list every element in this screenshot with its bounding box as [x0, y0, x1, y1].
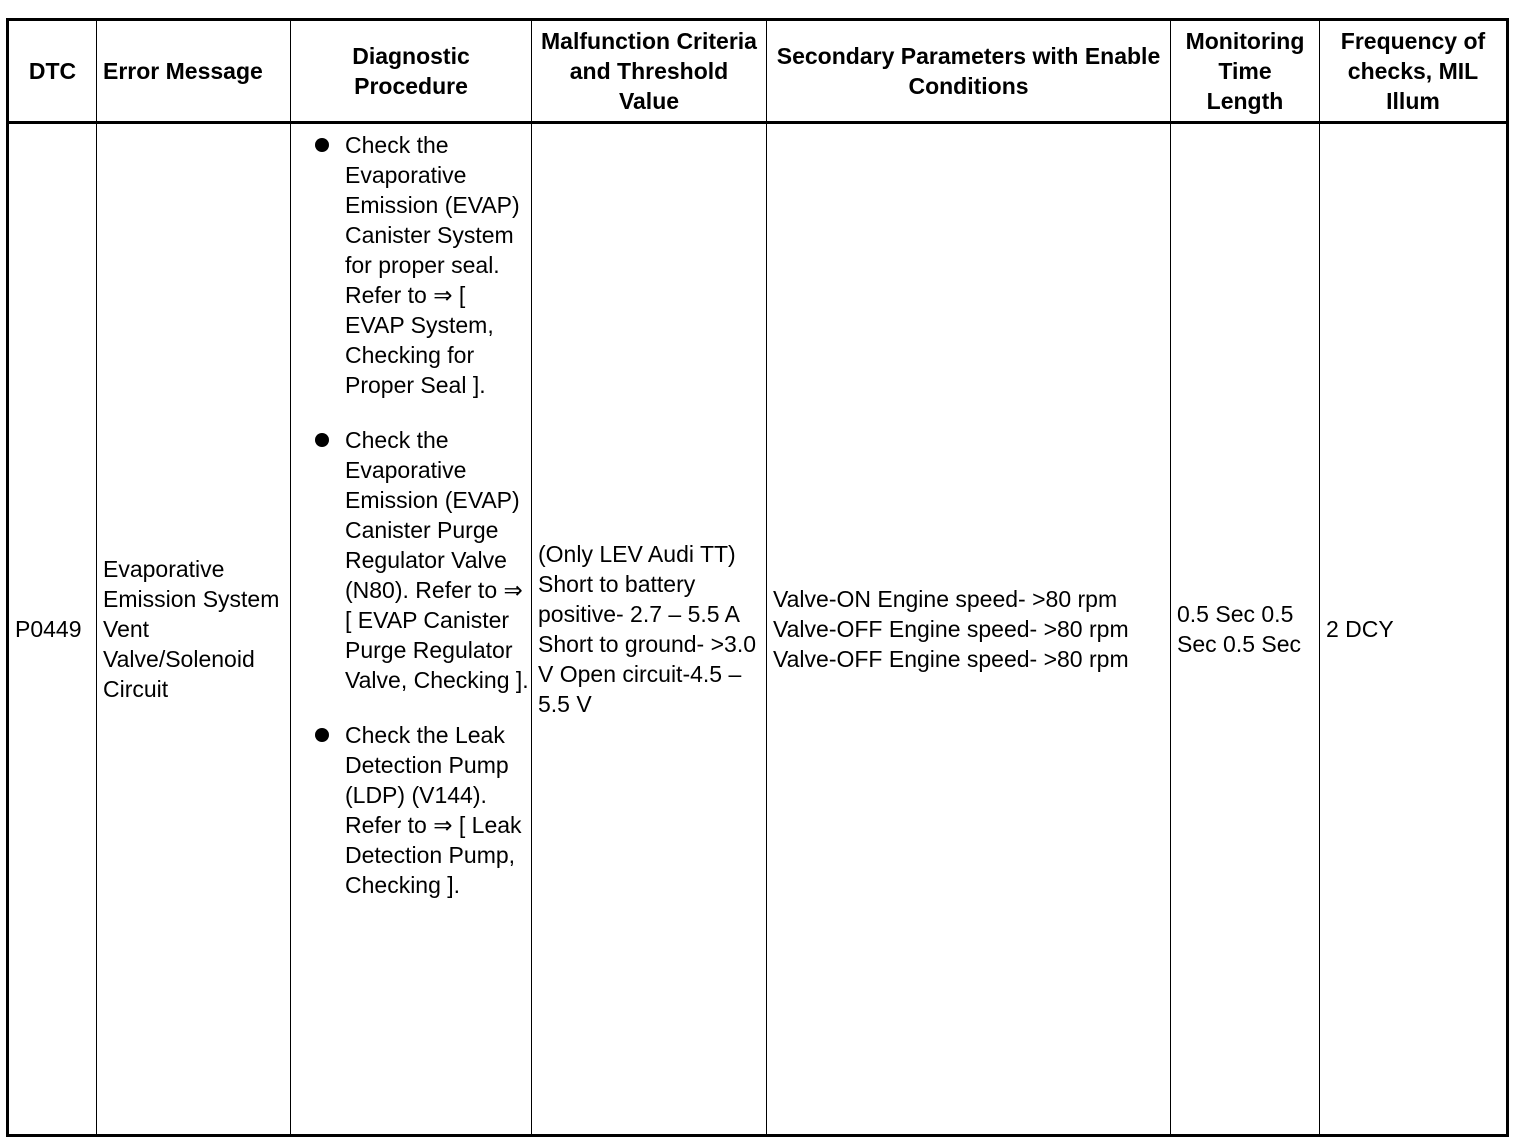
table-body: [8, 123, 1508, 1136]
header-frequency: Frequency of checks, MIL Illum: [1320, 20, 1508, 123]
bullet-dot-icon: [315, 728, 329, 742]
header-error-message: Error Message: [97, 20, 291, 123]
header-monitoring-time: Monitoring Time Length: [1171, 20, 1320, 123]
bullet-dot-icon: [315, 433, 329, 447]
cell-diagnostic-procedure: [291, 123, 532, 1136]
cell-frequency: 2 DCY: [1320, 123, 1508, 1136]
header-row: [8, 20, 1508, 123]
diagnostic-procedure-list: [297, 130, 529, 900]
cell-dtc-code: P0449: [8, 123, 97, 1136]
dtc-table: [6, 18, 1509, 1137]
header-dtc: DTC: [8, 20, 97, 123]
diagnostic-step-text: Check the Evaporative Emission (EVAP) Canister Purge Regulator Valve (N80). Refer to ⇒ [ EVAP Canister Purge Regulator Valve, Checking ].: [345, 427, 529, 693]
diagnostic-step-1: [297, 130, 529, 400]
cell-monitoring-time: 0.5 Sec 0.5 Sec 0.5 Sec: [1171, 123, 1320, 1136]
cell-malfunction-criteria: (Only LEV Audi TT) Short to battery positive- 2.7 – 5.5 A Short to ground- >3.0 V Open circuit-4.5 – 5.5 V: [532, 123, 767, 1136]
diagnostic-step-text: Check the Leak Detection Pump (LDP) (V144). Refer to ⇒ [ Leak Detection Pump, Checking ].: [345, 722, 522, 898]
diagnostic-step-text: Check the Evaporative Emission (EVAP) Canister System for proper seal. Refer to ⇒ [ EVAP System, Checking for Proper Seal ].: [345, 132, 520, 398]
header-malfunction-criteria: Malfunction Criteria and Threshold Value: [532, 20, 767, 123]
diagnostic-step-3: [297, 720, 529, 900]
cell-secondary-parameters: Valve-ON Engine speed- >80 rpm Valve-OFF Engine speed- >80 rpm Valve-OFF Engine speed- >80 rpm: [767, 123, 1171, 1136]
diagnostic-step-2: [297, 425, 529, 695]
cell-error-message: Evaporative Emission System Vent Valve/Solenoid Circuit: [97, 123, 291, 1136]
table-header: [8, 20, 1508, 123]
header-secondary-parameters: Secondary Parameters with Enable Conditions: [767, 20, 1171, 123]
table-row: [8, 123, 1508, 1136]
header-diagnostic-procedure: Diagnostic Procedure: [291, 20, 532, 123]
bullet-dot-icon: [315, 138, 329, 152]
